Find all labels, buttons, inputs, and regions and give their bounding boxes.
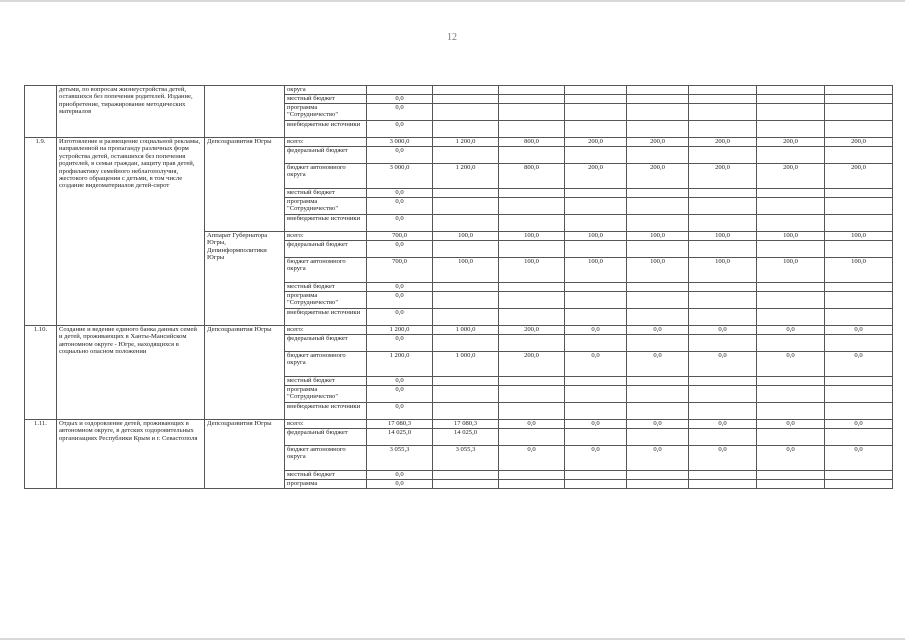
funding-value: 17 080,3 (367, 420, 433, 429)
funding-value (689, 86, 757, 95)
funding-value (825, 215, 893, 232)
funding-value: 100,0 (627, 258, 689, 283)
funding-value: 0,0 (367, 335, 433, 352)
funding-value: 0,0 (367, 215, 433, 232)
funding-value (433, 215, 499, 232)
table-row (25, 138, 893, 147)
funding-value: 100,0 (825, 232, 893, 241)
funding-value (825, 147, 893, 164)
responsible-executor (205, 86, 285, 138)
funding-value: 700,0 (367, 258, 433, 283)
funding-value: 200,0 (499, 352, 565, 377)
funding-value (499, 471, 565, 480)
funding-value: 0,0 (367, 480, 433, 489)
funding-value: 100,0 (565, 232, 627, 241)
funding-value: 3 000,0 (367, 164, 433, 189)
funding-value (433, 480, 499, 489)
funding-value (689, 471, 757, 480)
funding-value: 100,0 (499, 232, 565, 241)
funding-value: 200,0 (689, 138, 757, 147)
funding-value: 200,0 (565, 164, 627, 189)
funding-value (499, 86, 565, 95)
funding-value: 0,0 (565, 326, 627, 335)
funding-value: 1 200,0 (433, 138, 499, 147)
funding-value: 200,0 (757, 138, 825, 147)
funding-value: 200,0 (689, 164, 757, 189)
funding-value: 3 055,3 (367, 446, 433, 471)
funding-source: всего: (285, 420, 367, 429)
funding-value (757, 147, 825, 164)
funding-value (367, 86, 433, 95)
funding-value (757, 386, 825, 403)
funding-value (825, 104, 893, 121)
funding-value (627, 86, 689, 95)
funding-value (825, 86, 893, 95)
funding-value (627, 471, 689, 480)
funding-value (499, 386, 565, 403)
funding-value: 200,0 (825, 138, 893, 147)
funding-value (825, 480, 893, 489)
funding-value: 0,0 (565, 352, 627, 377)
funding-value: 0,0 (825, 446, 893, 471)
funding-value (627, 429, 689, 446)
funding-value (565, 86, 627, 95)
funding-value: 100,0 (433, 232, 499, 241)
funding-value (433, 386, 499, 403)
funding-value (627, 377, 689, 386)
funding-source: внебюджетные источники (285, 215, 367, 232)
funding-value (757, 429, 825, 446)
table-row (25, 86, 893, 95)
funding-value (499, 283, 565, 292)
funding-value (565, 403, 627, 420)
funding-value (825, 292, 893, 309)
funding-value (689, 198, 757, 215)
funding-value (627, 189, 689, 198)
funding-source: местный бюджет (285, 95, 367, 104)
funding-value (499, 241, 565, 258)
funding-value (757, 121, 825, 138)
funding-value (689, 241, 757, 258)
funding-value (825, 377, 893, 386)
item-description: Изготовление и размещение социальной рекламы, направленной на пропаганду различных форм устройства детей, оставшихся без попечения родителей, в семьи граждан, защиту прав детей, профилактику семейного неблагополучия, жестокого обращения с детьми, в том числе создание видеоматериалов детей-сирот (57, 138, 205, 326)
funding-value: 700,0 (367, 232, 433, 241)
funding-source: программа "Сотрудничество" (285, 292, 367, 309)
funding-value: 1 200,0 (367, 352, 433, 377)
funding-value: 1 000,0 (433, 352, 499, 377)
funding-value (825, 309, 893, 326)
funding-value: 0,0 (367, 283, 433, 292)
funding-value (433, 198, 499, 215)
funding-value: 1 200,0 (367, 326, 433, 335)
funding-value (689, 147, 757, 164)
funding-source: внебюджетные источники (285, 309, 367, 326)
funding-value: 0,0 (367, 121, 433, 138)
funding-value: 0,0 (367, 104, 433, 121)
funding-value: 0,0 (499, 446, 565, 471)
funding-value: 0,0 (757, 446, 825, 471)
funding-value: 0,0 (499, 420, 565, 429)
funding-value: 0,0 (367, 147, 433, 164)
funding-value (433, 95, 499, 104)
funding-value (627, 121, 689, 138)
funding-value: 100,0 (499, 258, 565, 283)
funding-value: 200,0 (499, 326, 565, 335)
funding-value: 100,0 (689, 232, 757, 241)
funding-value (565, 95, 627, 104)
funding-value (689, 403, 757, 420)
funding-value (689, 429, 757, 446)
funding-value (433, 335, 499, 352)
funding-value (499, 480, 565, 489)
funding-value: 800,0 (499, 138, 565, 147)
funding-value: 0,0 (825, 326, 893, 335)
funding-source: программа (285, 480, 367, 489)
funding-value (565, 121, 627, 138)
funding-value: 0,0 (757, 352, 825, 377)
funding-value: 0,0 (367, 471, 433, 480)
funding-value (565, 480, 627, 489)
funding-value (825, 283, 893, 292)
funding-value (757, 335, 825, 352)
funding-value: 200,0 (627, 138, 689, 147)
funding-value: 0,0 (367, 386, 433, 403)
responsible-executor: Депсоцразвития Югры (205, 420, 285, 489)
funding-value: 0,0 (627, 420, 689, 429)
funding-value (433, 241, 499, 258)
budget-table (24, 85, 893, 489)
funding-value: 200,0 (627, 164, 689, 189)
funding-value (499, 121, 565, 138)
funding-value: 17 080,3 (433, 420, 499, 429)
funding-value (689, 283, 757, 292)
funding-value: 0,0 (757, 326, 825, 335)
funding-value (689, 104, 757, 121)
funding-value (757, 215, 825, 232)
funding-value (433, 189, 499, 198)
funding-value: 1 200,0 (433, 164, 499, 189)
funding-source: бюджет автономного округа (285, 258, 367, 283)
funding-value (565, 429, 627, 446)
funding-source: всего: (285, 138, 367, 147)
funding-value: 100,0 (433, 258, 499, 283)
funding-value: 0,0 (367, 292, 433, 309)
funding-value: 0,0 (689, 352, 757, 377)
funding-value: 100,0 (825, 258, 893, 283)
table-row (25, 420, 893, 429)
funding-source: всего: (285, 232, 367, 241)
funding-value (433, 86, 499, 95)
funding-source: бюджет автономного округа (285, 164, 367, 189)
funding-value (627, 386, 689, 403)
funding-value (627, 241, 689, 258)
funding-source: бюджет автономного округа (285, 446, 367, 471)
funding-value: 3 000,0 (367, 138, 433, 147)
funding-value (689, 309, 757, 326)
funding-value (433, 309, 499, 326)
funding-value (825, 335, 893, 352)
item-number: 1.11. (25, 420, 57, 489)
funding-source: федеральный бюджет (285, 241, 367, 258)
funding-value (627, 309, 689, 326)
item-description: детьми, по вопросам жизнеустройства детей, оставшихся без попечения родителей. Издание, приобретение, тиражирование методических материалов (57, 86, 205, 138)
funding-value (565, 471, 627, 480)
funding-source: всего: (285, 326, 367, 335)
funding-value (757, 198, 825, 215)
funding-source: бюджет автономного округа (285, 352, 367, 377)
item-description: Отдых и оздоровление детей, проживающих в автономном округе, в детских оздоровительных организациях Республики Крым и г. Севастополя (57, 420, 205, 489)
funding-value: 100,0 (565, 258, 627, 283)
funding-value (689, 335, 757, 352)
funding-source: внебюджетные источники (285, 121, 367, 138)
item-number: 1.9. (25, 138, 57, 326)
funding-value (565, 104, 627, 121)
funding-value (565, 198, 627, 215)
funding-value: 0,0 (367, 95, 433, 104)
funding-value: 0,0 (825, 420, 893, 429)
budget-table-sheet (24, 85, 892, 575)
funding-value (433, 292, 499, 309)
funding-value (825, 386, 893, 403)
funding-value: 0,0 (689, 326, 757, 335)
funding-value (627, 335, 689, 352)
funding-value (565, 215, 627, 232)
funding-value (627, 480, 689, 489)
funding-value (627, 198, 689, 215)
funding-value: 0,0 (367, 241, 433, 258)
funding-value: 0,0 (825, 352, 893, 377)
funding-value (499, 147, 565, 164)
item-description: Создание и ведение единого банка данных семей и детей, проживающих в Ханты-Мансийском автономном округе - Югре, находящихся в социально опасном положении (57, 326, 205, 420)
item-number: 1.10. (25, 326, 57, 420)
funding-value: 1 000,0 (433, 326, 499, 335)
funding-value (565, 147, 627, 164)
funding-value: 0,0 (627, 446, 689, 471)
funding-source: федеральный бюджет (285, 335, 367, 352)
funding-value: 100,0 (689, 258, 757, 283)
funding-value (565, 309, 627, 326)
funding-value (689, 121, 757, 138)
funding-value: 100,0 (757, 232, 825, 241)
funding-source: местный бюджет (285, 471, 367, 480)
responsible-executor: Депсоцразвития Югры (205, 326, 285, 420)
item-number (25, 86, 57, 138)
funding-value (757, 377, 825, 386)
funding-value: 3 055,3 (433, 446, 499, 471)
funding-source: программа "Сотрудничество" (285, 198, 367, 215)
funding-value (627, 403, 689, 420)
funding-value: 200,0 (757, 164, 825, 189)
funding-value (757, 292, 825, 309)
funding-value (825, 189, 893, 198)
funding-value: 200,0 (825, 164, 893, 189)
funding-value: 0,0 (367, 403, 433, 420)
funding-value: 0,0 (689, 446, 757, 471)
funding-value (565, 292, 627, 309)
funding-source: местный бюджет (285, 189, 367, 198)
funding-value: 0,0 (565, 446, 627, 471)
funding-value (433, 283, 499, 292)
funding-source: программа "Сотрудничество" (285, 386, 367, 403)
funding-value (689, 215, 757, 232)
funding-value: 800,0 (499, 164, 565, 189)
funding-value: 0,0 (367, 189, 433, 198)
funding-value (825, 121, 893, 138)
funding-value (757, 86, 825, 95)
funding-value: 0,0 (367, 309, 433, 326)
funding-value (627, 147, 689, 164)
responsible-executor: Аппарат Губернатора Югры, Депинформполитики Югры (205, 232, 285, 326)
funding-value (565, 386, 627, 403)
funding-value: 0,0 (627, 352, 689, 377)
funding-value (499, 198, 565, 215)
funding-value (499, 215, 565, 232)
funding-value (689, 386, 757, 403)
funding-value (757, 403, 825, 420)
funding-value (757, 471, 825, 480)
funding-source: федеральный бюджет (285, 147, 367, 164)
funding-value: 0,0 (367, 377, 433, 386)
funding-value (627, 104, 689, 121)
funding-value (757, 309, 825, 326)
funding-value (499, 335, 565, 352)
funding-value (627, 283, 689, 292)
funding-source: внебюджетные источники (285, 403, 367, 420)
funding-value: 0,0 (689, 420, 757, 429)
funding-value (499, 292, 565, 309)
funding-value (757, 104, 825, 121)
funding-value (825, 198, 893, 215)
funding-value (757, 95, 825, 104)
funding-value: 14 025,0 (367, 429, 433, 446)
funding-value: 0,0 (627, 326, 689, 335)
funding-value (689, 95, 757, 104)
funding-value (499, 95, 565, 104)
funding-value (499, 104, 565, 121)
table-row (25, 326, 893, 335)
funding-value (565, 189, 627, 198)
funding-value (689, 480, 757, 489)
funding-value (565, 335, 627, 352)
funding-value (757, 480, 825, 489)
funding-value (433, 121, 499, 138)
funding-value (433, 471, 499, 480)
funding-source: местный бюджет (285, 283, 367, 292)
funding-value (433, 104, 499, 121)
funding-value (825, 241, 893, 258)
funding-value (565, 283, 627, 292)
funding-value (757, 241, 825, 258)
funding-value (499, 429, 565, 446)
funding-value: 0,0 (565, 420, 627, 429)
funding-value (689, 377, 757, 386)
responsible-executor: Депсоцразвития Югры (205, 138, 285, 232)
funding-value (565, 241, 627, 258)
funding-value (825, 95, 893, 104)
funding-value: 200,0 (565, 138, 627, 147)
funding-value (499, 377, 565, 386)
funding-value (565, 377, 627, 386)
funding-value: 14 025,0 (433, 429, 499, 446)
funding-value (627, 95, 689, 104)
funding-value: 0,0 (367, 198, 433, 215)
funding-value (433, 147, 499, 164)
funding-value (433, 377, 499, 386)
funding-value (499, 309, 565, 326)
funding-value (825, 429, 893, 446)
funding-source: округа (285, 86, 367, 95)
funding-source: программа "Сотрудничество" (285, 104, 367, 121)
funding-value (757, 283, 825, 292)
funding-value (627, 215, 689, 232)
scan-top-edge (0, 0, 905, 2)
page-number: 12 (447, 32, 457, 43)
funding-value: 0,0 (757, 420, 825, 429)
funding-value (627, 292, 689, 309)
funding-value (499, 403, 565, 420)
funding-source: федеральный бюджет (285, 429, 367, 446)
funding-value (689, 292, 757, 309)
funding-value: 100,0 (757, 258, 825, 283)
funding-value (689, 189, 757, 198)
funding-value (825, 403, 893, 420)
funding-value (433, 403, 499, 420)
funding-value (825, 471, 893, 480)
funding-source: местный бюджет (285, 377, 367, 386)
funding-value (499, 189, 565, 198)
funding-value (757, 189, 825, 198)
funding-value: 100,0 (627, 232, 689, 241)
